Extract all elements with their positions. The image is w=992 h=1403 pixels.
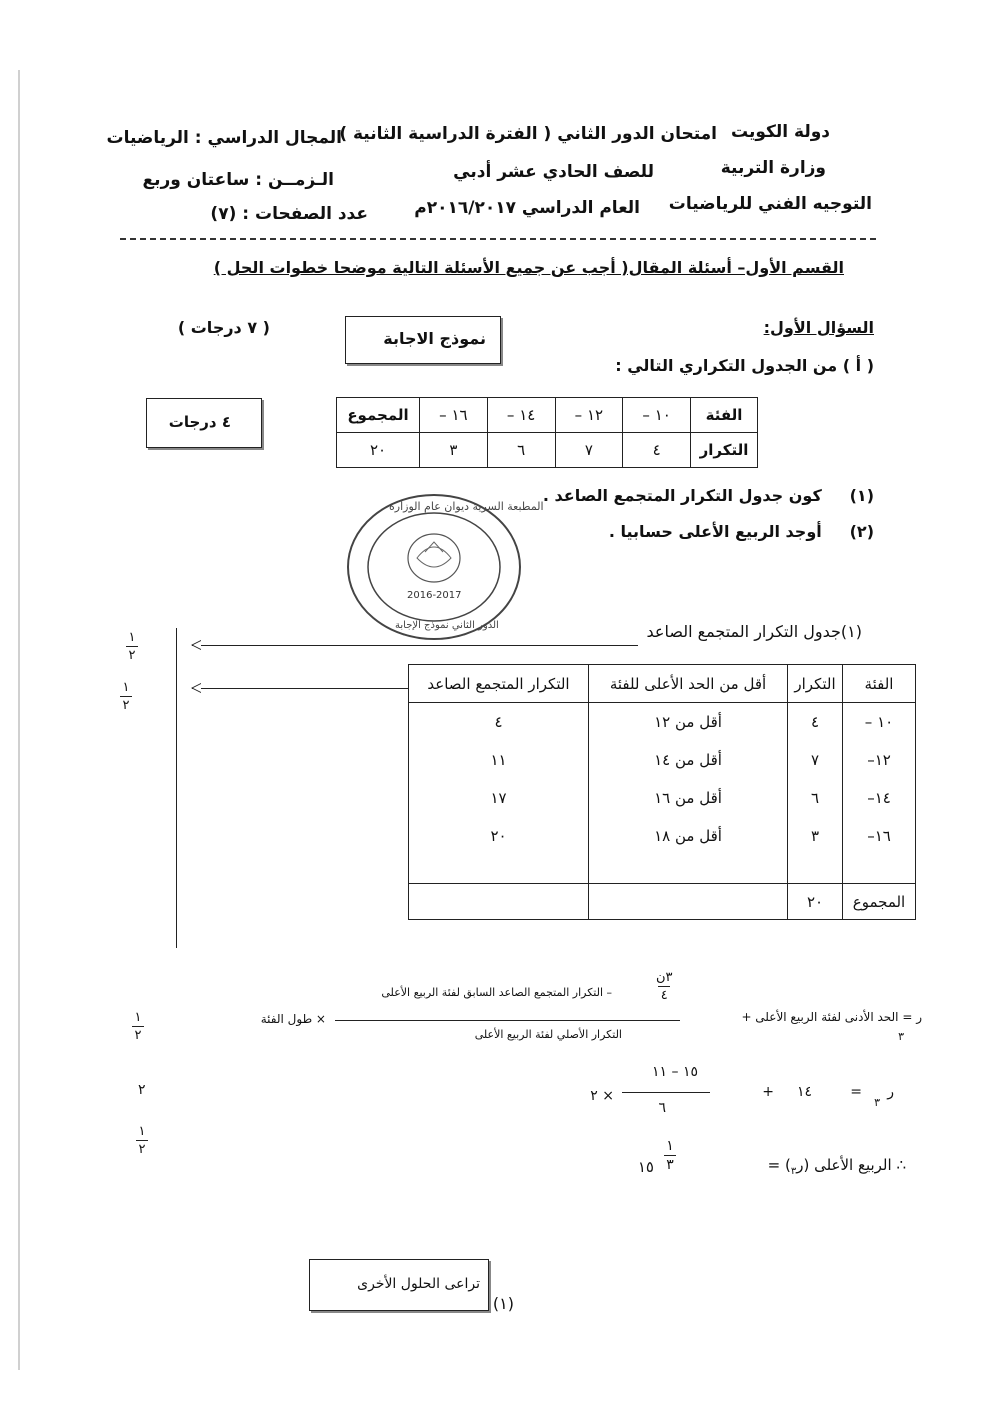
header-exam: امتحان الدور الثاني ( الفترة الدراسية الثانية ) <box>339 124 717 144</box>
formula-lhs-sub: ٣ <box>898 1030 904 1043</box>
header-grade: للصف الحادي عشر أدبي <box>453 162 654 182</box>
cum-cell: ٣ <box>810 827 820 845</box>
formula-fraction-bar <box>335 1020 680 1021</box>
arrow-to-title <box>192 645 638 646</box>
freq-value-cell: ٦ <box>487 433 555 468</box>
cum-cell: ٦ <box>810 789 820 807</box>
subst-plus: + <box>762 1084 774 1100</box>
header-field: المجال الدراسي : الرياضيات <box>106 128 342 148</box>
margin-mark-half <box>120 680 132 713</box>
section-title: القسم الأول– أسئلة المقال( أجب عن جميع الأسئلة التالية موضحا خطوات الحل ) <box>213 258 844 277</box>
cum-cell: ٤ <box>494 713 503 731</box>
result-fraction <box>664 1138 676 1173</box>
freq-value-cell: ٤ <box>623 433 691 468</box>
frequency-table-value-row <box>337 433 758 468</box>
margin-mark-bottom: ٢ <box>134 1028 142 1043</box>
margin-mark-half <box>132 1010 144 1043</box>
formula-denominator: التكرار الأصلي لفئة الربيع الأعلى <box>474 1028 622 1041</box>
freq-row-label: التكرار <box>691 433 758 468</box>
cum-col-upper <box>589 703 788 884</box>
cum-cell: ١٤– <box>867 789 891 807</box>
header-pages: عدد الصفحات : (٧) <box>210 204 368 224</box>
subst-numerator: ١٥ – ١١ <box>652 1064 698 1080</box>
header-divider <box>120 238 876 240</box>
cum-cell: ١٠ – <box>864 713 894 731</box>
margin-rule <box>176 628 177 948</box>
cum-header-cumfreq: التكرار المتجمع الصاعد <box>409 665 589 703</box>
part-points-box <box>146 398 262 448</box>
task-2-number: (٢) <box>849 522 874 541</box>
cum-body <box>409 703 916 884</box>
cum-total-label: المجموع <box>843 884 916 920</box>
part-a-text: ( أ ) من الجدول التكراري التالي : <box>615 356 874 375</box>
subst-times: × ٢ <box>590 1088 614 1104</box>
task-2-text: أوجد الربيع الأعلى حسابيا . <box>608 522 822 541</box>
result-frac-top: ١ <box>666 1138 674 1154</box>
header-year: العام الدراسي ٢٠١٦/٢٠١٧م <box>414 198 640 218</box>
cum-cell: ٤ <box>810 713 820 731</box>
subst-denominator: ٦ <box>658 1100 666 1116</box>
freq-header-class: الفئة <box>691 398 758 433</box>
header-time: الـزمــن : ساعتان وربع <box>142 170 334 190</box>
freq-header-cell: ١٢ – <box>555 398 623 433</box>
cum-cell: أقل من ١٦ <box>654 789 722 807</box>
seal-year: 2016-2017 <box>407 590 462 601</box>
cumulative-title: (١)جدول التكرار المتجمع الصاعد <box>646 622 862 641</box>
result-frac-bottom: ٣ <box>666 1157 674 1173</box>
header-ministry: وزارة التربية <box>720 158 826 178</box>
official-seal <box>345 492 544 642</box>
subst-lhs-sub: ٣ <box>874 1096 880 1109</box>
cum-total-row <box>409 884 916 920</box>
model-answer-box <box>345 316 501 364</box>
part-points-label: ٤ درجات <box>168 413 231 431</box>
cum-total-empty <box>589 884 788 920</box>
result-label: ∴ الربيع الأعلى (ر <box>796 1156 906 1174</box>
seal-bottom-text: الدور الثاني نموذج الإجابة <box>395 620 499 631</box>
scan-edge-line <box>18 70 20 1370</box>
subst-fraction-bar <box>622 1092 710 1093</box>
result-text <box>768 1156 906 1177</box>
header-country: دولة الكويت <box>730 122 830 142</box>
subst-a: ١٤ <box>796 1084 812 1100</box>
margin-mark-top: ١ <box>138 1124 146 1139</box>
cum-cell: ٧ <box>810 751 820 769</box>
cum-cell: ١٢– <box>867 751 891 769</box>
task-1 <box>543 486 874 505</box>
margin-mark-bottom: ٢ <box>122 698 130 713</box>
question-title: السؤال الأول: <box>763 318 874 337</box>
formula-3n-over-4 <box>656 970 673 1003</box>
formula-4: ٤ <box>660 988 668 1003</box>
subst-eq: = <box>850 1084 862 1100</box>
result-sub: ٣ <box>790 1166 797 1177</box>
cum-col-cumfreq <box>409 703 589 884</box>
cum-cell: أقل من ١٢ <box>654 713 722 731</box>
cum-col-freq <box>788 703 843 884</box>
task-1-text: كون جدول التكرار المتجمع الصاعد . <box>542 486 822 505</box>
freq-value-cell: ٣ <box>420 433 488 468</box>
cum-header-class: الفئة <box>843 665 916 703</box>
freq-header-cell: ١٠ – <box>623 398 691 433</box>
task-1-number: (١) <box>849 486 874 505</box>
freq-header-cell: ١٤ – <box>487 398 555 433</box>
cum-cell: ٢٠ <box>490 827 507 845</box>
margin-mark-bottom: ٢ <box>138 1142 146 1157</box>
cum-total-empty <box>409 884 589 920</box>
result-whole: ١٥ <box>637 1158 654 1176</box>
cum-header-row <box>409 665 916 703</box>
frequency-table <box>336 397 758 468</box>
formula-numerator-text: – التكرار المتجمع الصاعد السابق لفئة الربيع الأعلى <box>381 986 612 999</box>
freq-value-cell: ٢٠ <box>337 433 420 468</box>
cum-cell: ١٦– <box>867 827 891 845</box>
margin-mark-two: ٢ <box>138 1082 146 1098</box>
arrow-to-table <box>192 688 408 689</box>
margin-mark-half <box>136 1124 148 1157</box>
margin-mark-bottom: ٢ <box>128 648 136 663</box>
cum-header-freq: التكرار <box>788 665 843 703</box>
freq-value-cell: ٧ <box>555 433 623 468</box>
formula-lhs: ر = الحد الأدنى لفئة الربيع الأعلى + <box>741 1010 922 1024</box>
cum-total-value: ٢٠ <box>788 884 843 920</box>
cum-header-upper: أقل من الحد الأعلى للفئة <box>589 665 788 703</box>
note-box <box>309 1259 489 1311</box>
result-close: ) = <box>767 1156 791 1174</box>
cum-cell: ١٧ <box>490 789 507 807</box>
cum-cell: ١١ <box>490 751 507 769</box>
freq-header-total: المجموع <box>337 398 420 433</box>
page-number: (١) <box>492 1294 514 1313</box>
freq-header-cell: ١٦ – <box>420 398 488 433</box>
seal-top-text: المطبعة السرية ديوان عام الوزارة <box>389 500 544 513</box>
cum-cell: أقل من ١٨ <box>654 827 722 845</box>
cum-col-class <box>843 703 916 884</box>
note-text: تراعى الحلول الأخرى <box>357 1276 480 1292</box>
header-supervision: التوجيه الفني للرياضيات <box>668 194 872 214</box>
cumulative-table <box>408 664 916 920</box>
model-answer-label: نموذج الاجابة <box>383 329 486 348</box>
formula-3n: ٣ن <box>656 970 673 985</box>
subst-lhs: ر <box>887 1084 894 1100</box>
formula-times: × طول الفئة <box>260 1012 326 1026</box>
cum-cell: أقل من ١٤ <box>654 751 722 769</box>
margin-mark-top: ١ <box>122 680 130 695</box>
task-2 <box>609 522 874 541</box>
question-points: ( ٧ درجات ) <box>177 318 270 337</box>
margin-mark-half <box>126 630 138 663</box>
margin-mark-top: ١ <box>134 1010 142 1025</box>
frequency-table-header-row <box>337 398 758 433</box>
margin-mark-top: ١ <box>128 630 136 645</box>
